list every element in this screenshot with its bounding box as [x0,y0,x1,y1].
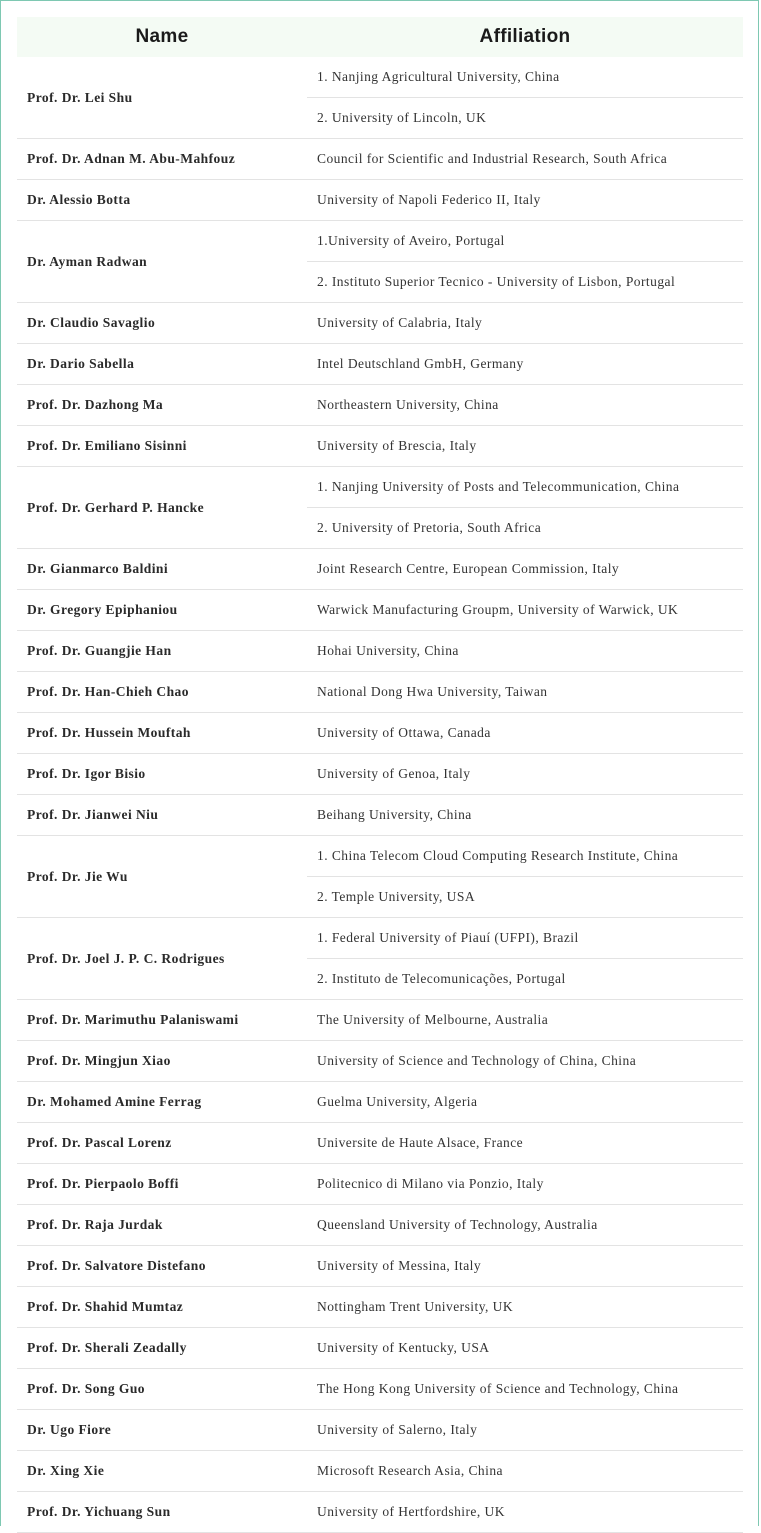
member-name: Prof. Dr. Jie Wu [17,836,307,918]
affiliation-column-header: Affiliation [307,17,743,57]
member-affiliation: 1. China Telecom Cloud Computing Research Institute, China [307,836,743,877]
member-name: Dr. Mohamed Amine Ferrag [17,1082,307,1123]
member-name: Prof. Dr. Guangjie Han [17,631,307,672]
member-affiliation: University of Messina, Italy [307,1246,743,1287]
member-affiliation: Guelma University, Algeria [307,1082,743,1123]
member-name: Prof. Dr. Shahid Mumtaz [17,1287,307,1328]
table-row [17,180,743,221]
member-affiliation: Council for Scientific and Industrial Research, South Africa [307,139,743,180]
member-affiliation: The Hong Kong University of Science and Technology, China [307,1369,743,1410]
member-name: Prof. Dr. Yichuang Sun [17,1492,307,1533]
member-name: Prof. Dr. Hussein Mouftah [17,713,307,754]
member-name: Prof. Dr. Pascal Lorenz [17,1123,307,1164]
table-row [17,590,743,631]
member-affiliation: Hohai University, China [307,631,743,672]
member-affiliation: Queensland University of Technology, Australia [307,1205,743,1246]
member-affiliation: Beihang University, China [307,795,743,836]
member-affiliation: National Dong Hwa University, Taiwan [307,672,743,713]
member-name: Prof. Dr. Song Guo [17,1369,307,1410]
table-row [17,344,743,385]
table-row [17,1000,743,1041]
member-affiliation: Microsoft Research Asia, China [307,1451,743,1492]
table-row [17,754,743,795]
member-name: Dr. Claudio Savaglio [17,303,307,344]
table-row [17,672,743,713]
member-affiliation: University of Napoli Federico II, Italy [307,180,743,221]
table-row [17,426,743,467]
member-name: Prof. Dr. Sherali Zeadally [17,1328,307,1369]
table-row [17,631,743,672]
member-affiliation: 2. Instituto de Telecomunicações, Portugal [307,959,743,1000]
member-affiliation: University of Science and Technology of China, China [307,1041,743,1082]
member-name: Prof. Dr. Lei Shu [17,57,307,139]
table-row [17,795,743,836]
table-row [17,467,743,508]
member-affiliation: Northeastern University, China [307,385,743,426]
member-name: Dr. Ayman Radwan [17,221,307,303]
table-row [17,1246,743,1287]
member-name: Prof. Dr. Igor Bisio [17,754,307,795]
table-row [17,57,743,98]
table-row [17,1328,743,1369]
member-affiliation: Warwick Manufacturing Groupm, University of Warwick, UK [307,590,743,631]
name-column-header: Name [17,17,307,57]
member-name: Prof. Dr. Han-Chieh Chao [17,672,307,713]
member-name: Prof. Dr. Jianwei Niu [17,795,307,836]
member-affiliation: 2. Temple University, USA [307,877,743,918]
member-name: Prof. Dr. Joel J. P. C. Rodrigues [17,918,307,1000]
member-affiliation: University of Hertfordshire, UK [307,1492,743,1533]
table-row [17,549,743,590]
member-affiliation: Universite de Haute Alsace, France [307,1123,743,1164]
member-affiliation: The University of Melbourne, Australia [307,1000,743,1041]
member-name: Dr. Dario Sabella [17,344,307,385]
member-name: Prof. Dr. Mingjun Xiao [17,1041,307,1082]
table-row [17,836,743,877]
table-row [17,1123,743,1164]
table-row [17,713,743,754]
member-name: Prof. Dr. Adnan M. Abu-Mahfouz [17,139,307,180]
table-row [17,1451,743,1492]
table-row [17,1410,743,1451]
table-row [17,1041,743,1082]
table-row [17,918,743,959]
member-name: Dr. Gregory Epiphaniou [17,590,307,631]
member-name: Prof. Dr. Raja Jurdak [17,1205,307,1246]
member-affiliation: 1.University of Aveiro, Portugal [307,221,743,262]
table-row [17,303,743,344]
member-affiliation: University of Calabria, Italy [307,303,743,344]
member-name: Dr. Ugo Fiore [17,1410,307,1451]
member-affiliation: Joint Research Centre, European Commission, Italy [307,549,743,590]
member-name: Prof. Dr. Pierpaolo Boffi [17,1164,307,1205]
member-affiliation: 1. Nanjing Agricultural University, China [307,57,743,98]
member-name: Prof. Dr. Salvatore Distefano [17,1246,307,1287]
table-row [17,1287,743,1328]
editorial-board-table [17,17,743,1533]
member-affiliation: 2. University of Pretoria, South Africa [307,508,743,549]
member-affiliation: 1. Federal University of Piauí (UFPI), Brazil [307,918,743,959]
member-affiliation: 1. Nanjing University of Posts and Telecommunication, China [307,467,743,508]
member-name: Prof. Dr. Marimuthu Palaniswami [17,1000,307,1041]
member-name: Dr. Alessio Botta [17,180,307,221]
member-affiliation: University of Salerno, Italy [307,1410,743,1451]
member-affiliation: University of Brescia, Italy [307,426,743,467]
table-row [17,1082,743,1123]
member-name: Dr. Gianmarco Baldini [17,549,307,590]
table-row [17,139,743,180]
member-affiliation: 2. Instituto Superior Tecnico - University of Lisbon, Portugal [307,262,743,303]
table-header-row [17,17,743,57]
table-row [17,1369,743,1410]
member-affiliation: University of Genoa, Italy [307,754,743,795]
table-row [17,1492,743,1533]
member-name: Dr. Xing Xie [17,1451,307,1492]
member-affiliation: Politecnico di Milano via Ponzio, Italy [307,1164,743,1205]
member-affiliation: University of Kentucky, USA [307,1328,743,1369]
member-affiliation: Nottingham Trent University, UK [307,1287,743,1328]
member-name: Prof. Dr. Emiliano Sisinni [17,426,307,467]
table-row [17,1164,743,1205]
table-row [17,385,743,426]
table-row [17,1205,743,1246]
table-body [17,57,743,1533]
member-affiliation: University of Ottawa, Canada [307,713,743,754]
table-row [17,221,743,262]
member-name: Prof. Dr. Dazhong Ma [17,385,307,426]
member-name: Prof. Dr. Gerhard P. Hancke [17,467,307,549]
member-affiliation: Intel Deutschland GmbH, Germany [307,344,743,385]
member-affiliation: 2. University of Lincoln, UK [307,98,743,139]
